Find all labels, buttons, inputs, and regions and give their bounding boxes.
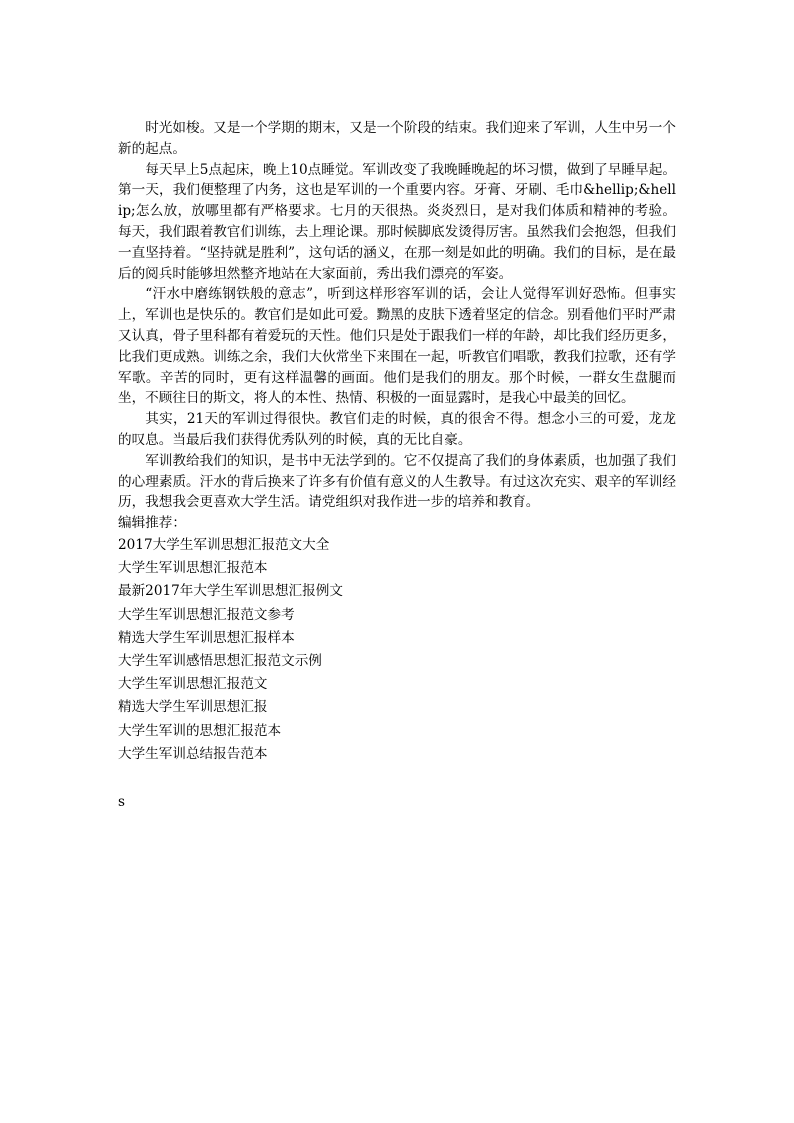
stray-character: s xyxy=(118,793,125,810)
recommendation-link[interactable]: 精选大学生军训思想汇报 xyxy=(118,699,268,716)
paragraph-instructors: “汗水中磨练钢铁般的意志”，听到这样形容军训的话，会让人觉得军训好恐怖。但事实上，军训也是快乐的。教官们是如此可爱。黝黑的皮肤下透着坚定的信念。别看他们平时严肃又认真，骨子里科都有着爱玩的天性。他们只是处于跟我们一样的年龄，却比我们经历更多，比我们更成熟。训练之余，我们大伙常坐下来围在一起，听教官们唱歌，教我们拉歌，还有学军歌。辛苦的同时，更有这样温馨的画面。他们是我们的朋友。那个时候，一群女生盘腿而坐，不顾往日的斯文，将人的本性、热情、积极的一面显露时，是我心中最美的回忆。 xyxy=(118,286,676,407)
paragraph-conclusion: 军训教给我们的知识，是书中无法学到的。它不仅提高了我们的身体素质，也加强了我们的心理素质。汗水的背后换来了许多有价值有意义的人生教导。有过这次充实、艰辛的军训经历，我想我会更喜欢大学生活。请党组织对我作进一步的培养和教育。 xyxy=(118,452,676,511)
recommendations-list xyxy=(118,534,676,766)
paragraph-daily-routine: 每天早上5点起床，晚上10点睡觉。军训改变了我晚睡晚起的坏习惯，做到了早睡早起。第一天，我们便整理了内务，这也是军训的一个重要内容。牙膏、牙刷、毛巾&hellip;&hellip;怎么放，放哪里都有严格要求。七月的天很热。炎炎烈日，是对我们体质和精神的考验。每天，我们跟着教官们训练，去上理论课。那时候脚底发烫得厉害。虽然我们会抱怨，但我们一直坚持着。“坚持就是胜利”，这句话的涵义，在那一刻是如此的明确。我们的目标，是在最后的阅兵时能够坦然整齐地站在大家面前，秀出我们漂亮的军姿。 xyxy=(118,161,676,282)
paragraph-intro: 时光如梭。又是一个学期的期末，又是一个阶段的结束。我们迎来了军训，人生中另一个新的起点。 xyxy=(118,120,676,157)
paragraph-21-days: 其实，21天的军训过得很快。教官们走的时候，真的很舍不得。想念小三的可爱，龙龙的叹息。当最后我们获得优秀队列的时候，真的无比自豪。 xyxy=(118,411,676,448)
recommendation-link[interactable]: 大学生军训思想汇报范本 xyxy=(118,560,268,577)
recommendation-link[interactable]: 2017大学生军训思想汇报范文大全 xyxy=(118,536,330,553)
recommendation-link[interactable]: 大学生军训思想汇报范文参考 xyxy=(118,606,295,623)
recommendation-link[interactable]: 大学生军训感悟思想汇报范文示例 xyxy=(118,652,322,669)
recommendations-heading: 编辑推荐： xyxy=(118,515,186,532)
recommendation-link[interactable]: 大学生军训思想汇报范文 xyxy=(118,676,268,693)
recommendation-link[interactable]: 大学生军训总结报告范本 xyxy=(118,745,268,762)
document-page xyxy=(118,118,676,812)
recommendation-link[interactable]: 精选大学生军训思想汇报样本 xyxy=(118,629,295,646)
recommendation-link[interactable]: 大学生军训的思想汇报范本 xyxy=(118,722,282,739)
recommendation-link[interactable]: 最新2017年大学生军训思想汇报例文 xyxy=(118,583,343,600)
